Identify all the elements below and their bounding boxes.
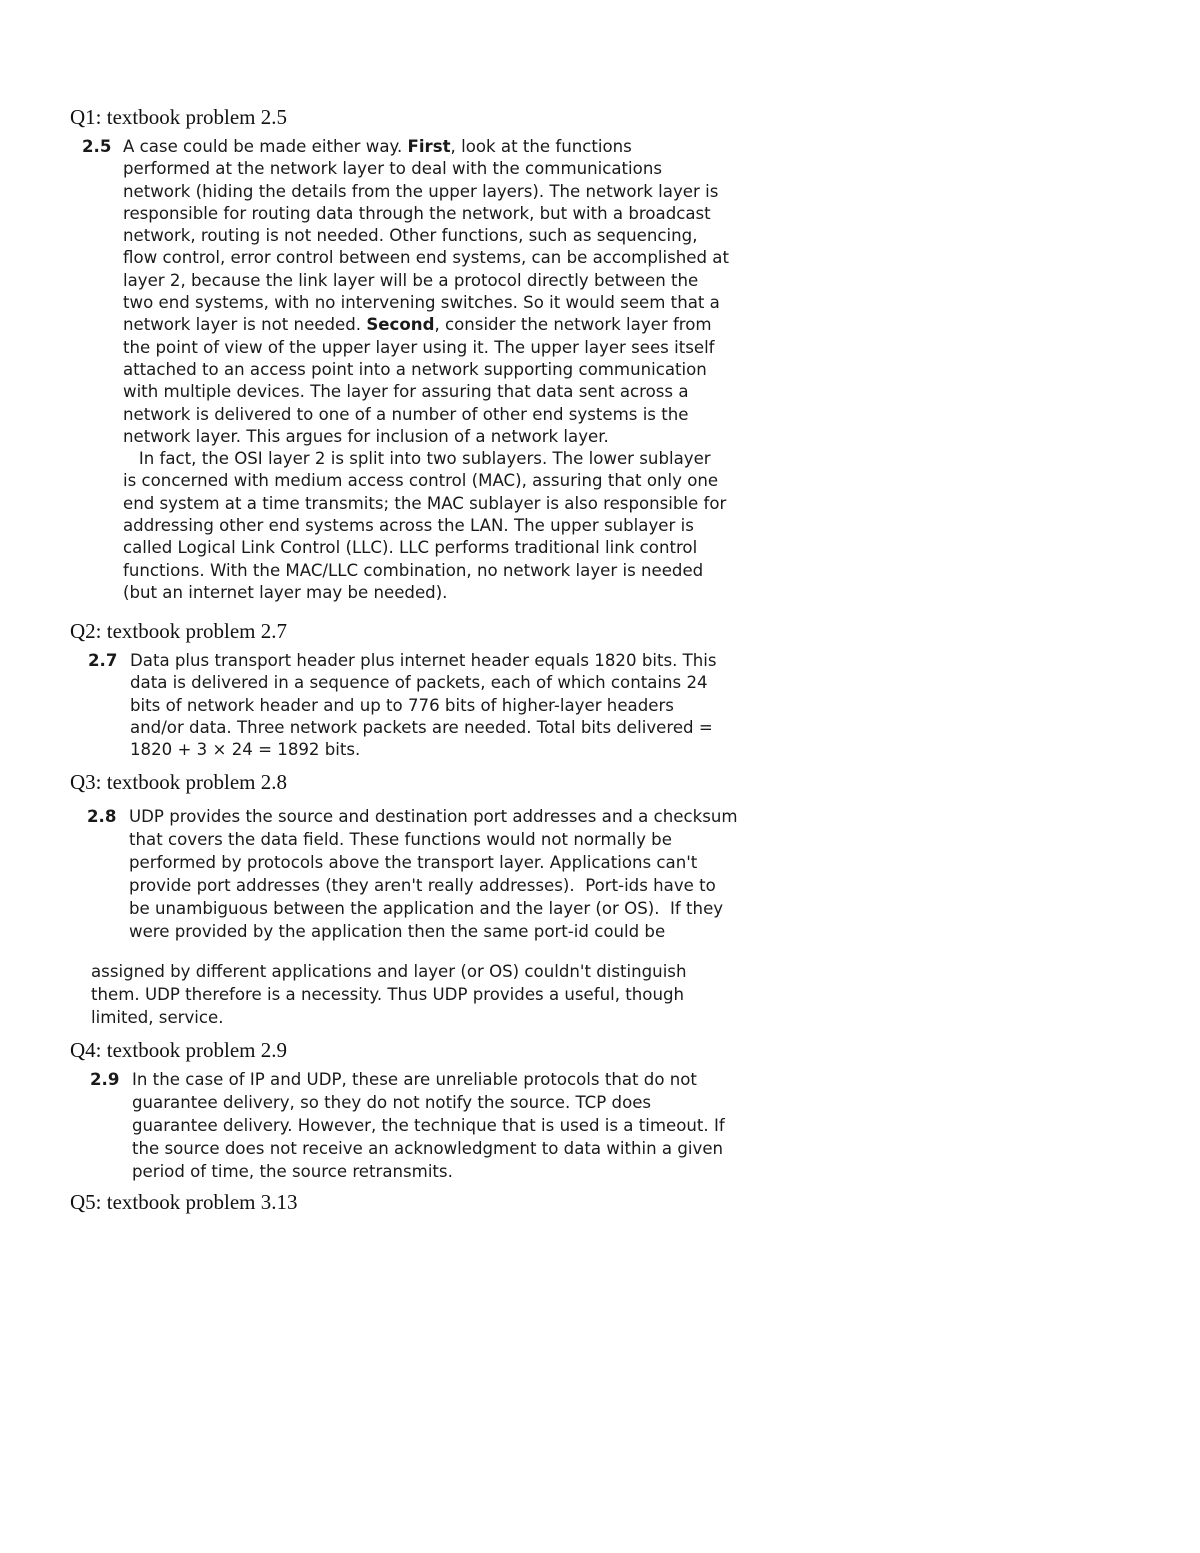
text-line: guarantee delivery, so they do not notify the source. TCP does xyxy=(132,1093,652,1112)
text-line: the point of view of the upper layer using it. The upper layer sees itself xyxy=(123,337,715,357)
answer-number: 2.7 xyxy=(88,651,118,670)
answer-number: 2.9 xyxy=(90,1070,120,1089)
text-line: In the case of IP and UDP, these are unreliable protocols that do not xyxy=(132,1070,697,1089)
answer-number: 2.5 xyxy=(82,137,112,156)
text-line: layer 2, because the link layer will be a protocol directly between the xyxy=(123,270,699,290)
answer-body xyxy=(91,960,686,1029)
text-line: limited, service. xyxy=(91,1008,224,1027)
text-line: that covers the data field. These functions would not normally be xyxy=(129,830,672,849)
text-line: performed by protocols above the transport layer. Applications can't xyxy=(129,853,698,872)
text-line: addressing other end systems across the LAN. The upper sublayer is xyxy=(123,516,694,536)
text-line: be unambiguous between the application and the layer (or OS). If they xyxy=(129,899,724,918)
text-line: provide port addresses (they aren't really addresses). Port-ids have to xyxy=(129,876,716,895)
text-line: functions. With the MAC/LLC combination, no network layer is needed xyxy=(123,560,704,580)
text-line: with multiple devices. The layer for assuring that data sent across a xyxy=(123,382,689,402)
question-heading-q3: Q3: textbook problem 2.8 xyxy=(70,770,287,794)
text-line: two end systems, with no intervening switches. So it would seem that a xyxy=(123,293,720,313)
text-line: bits of network header and up to 776 bits of higher-layer headers xyxy=(130,695,674,715)
text-line: end system at a time transmits; the MAC sublayer is also responsible for xyxy=(123,493,727,513)
text-line: performed at the network layer to deal with the communications xyxy=(123,159,662,179)
text-line: the source does not receive an acknowledgment to data within a given xyxy=(132,1139,724,1158)
text-line: period of time, the source retransmits. xyxy=(132,1162,453,1181)
question-heading-q2: Q2: textbook problem 2.7 xyxy=(70,619,287,643)
text-line: were provided by the application then the same port-id could be xyxy=(129,922,666,941)
text-line: responsible for routing data through the network, but with a broadcast xyxy=(123,203,711,223)
text-line: is concerned with medium access control (MAC), assuring that only one xyxy=(123,471,719,491)
text-line: 1820 + 3 × 24 = 1892 bits. xyxy=(130,740,361,760)
text-line: network (hiding the details from the upper layers). The network layer is xyxy=(123,181,719,201)
text-line: Data plus transport header plus internet header equals 1820 bits. This xyxy=(130,651,717,670)
text-line: network layer. This argues for inclusion of a network layer. xyxy=(123,426,609,446)
answer-body xyxy=(132,1068,725,1183)
text-line: flow control, error control between end systems, can be accomplished at xyxy=(123,248,729,268)
question-heading-q4: Q4: textbook problem 2.9 xyxy=(70,1038,287,1062)
text-line: assigned by different applications and layer (or OS) couldn't distinguish xyxy=(91,962,687,981)
question-heading-q5: Q5: textbook problem 3.13 xyxy=(70,1190,298,1214)
answer-number: 2.8 xyxy=(87,807,117,826)
text-line: UDP provides the source and destination port addresses and a checksum xyxy=(129,807,738,826)
text-line: them. UDP therefore is a necessity. Thus UDP provides a useful, though xyxy=(91,985,685,1004)
emphasis-first: First xyxy=(407,137,451,156)
text-line: A case could be made either way. First, look at the functions xyxy=(123,137,632,156)
answer-body xyxy=(123,136,729,604)
answer-body xyxy=(129,805,738,943)
text-line: In fact, the OSI layer 2 is split into two sublayers. The lower sublayer xyxy=(123,449,711,469)
text-line: attached to an access point into a network supporting communication xyxy=(123,359,707,379)
text-line: guarantee delivery. However, the technique that is used is a timeout. If xyxy=(132,1116,725,1135)
emphasis-second: Second xyxy=(366,315,435,335)
answer-body xyxy=(130,650,717,761)
question-heading-q1: Q1: textbook problem 2.5 xyxy=(70,105,287,129)
text-line: network is delivered to one of a number of other end systems is the xyxy=(123,404,689,424)
text-line: data is delivered in a sequence of packets, each of which contains 24 xyxy=(130,673,708,693)
text-line: network layer is not needed. Second, consider the network layer from xyxy=(123,315,712,335)
text-line: called Logical Link Control (LLC). LLC performs traditional link control xyxy=(123,538,698,558)
text-line: (but an internet layer may be needed). xyxy=(123,582,448,602)
text-line: network, routing is not needed. Other functions, such as sequencing, xyxy=(123,226,698,246)
text-line: and/or data. Three network packets are needed. Total bits delivered = xyxy=(130,717,713,737)
